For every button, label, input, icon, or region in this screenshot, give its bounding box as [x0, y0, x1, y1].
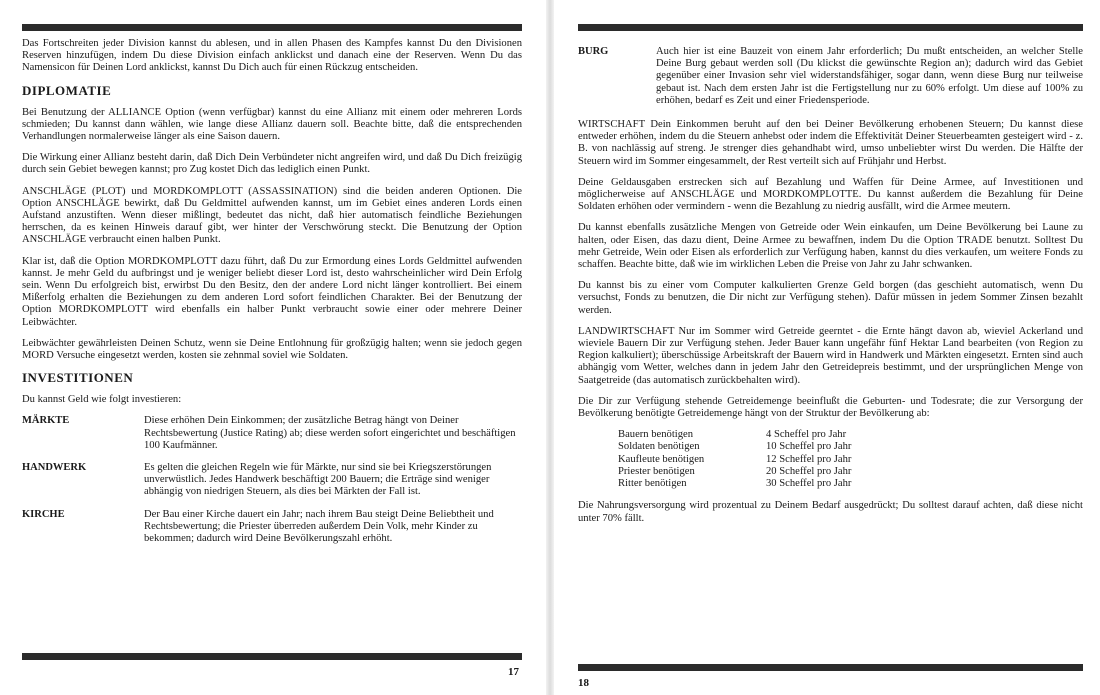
- table-cell: 10 Scheffel pro Jahr: [766, 441, 852, 453]
- paragraph: Du kannst bis zu einer vom Computer kalkulierten Grenze Geld borgen (das geschieht automatisch, wenn Du versuchst, Fonds zu benutzen, die Dir nicht zur Verfügung stehen). Dafür müssen in jedem Sommer Zinsen bezahlt werden.: [578, 280, 1083, 316]
- page-number: 18: [578, 677, 589, 689]
- definition-term: MÄRKTE: [22, 415, 70, 427]
- paragraph: Klar ist, daß die Option MORDKOMPLOTT dazu führt, daß Du zur Ermordung eines Lords Geldmittel aufwenden kannst. Je mehr Geld du aufbringst und je weniger beliebt dieser Lord ist, desto wahrscheinlicher wird Dein Erfolg sein. Wenn Du erfolgreich bist, erwirbst Du den Besitz, den der andere Lord nicht länger kontrolliert. Bei einem Mißerfolg erhalten die Beziehungen zu dem anderen Lord sofort feindlichen Charakter. Bei der Benutzung der Option MORDKOMPLOTT wird ebenfalls ein halber Punkt verbraucht sowie einer oder mehrere Deiner Leibwächter.: [22, 255, 522, 328]
- top-rule: [578, 24, 1083, 31]
- intro-paragraph: Das Fortschreiten jeder Division kannst du ablesen, und in allen Phasen des Kampfes kannst Du den Divisionen Reserven hinzufügen, indem Du diese Division einfach anklickst und danach eine der Reserven. Wenn Du das Namensicon für Deinen Lord anklickst, kannst Du Dich auch für einen Rückzug entscheiden.: [22, 38, 522, 74]
- definition-term: HANDWERK: [22, 462, 87, 474]
- page-number: 17: [508, 666, 519, 678]
- table-row: [618, 429, 851, 441]
- paragraph: Leibwächter gewährleisten Deinen Schutz, wenn sie Deine Entlohnung für großzügig halten; wenn sie jedoch gegen MORD Versuche eingesetzt werden, kosten sie zehnmal soviel wie Soldaten.: [22, 337, 522, 362]
- paragraph: Du kannst Geld wie folgt investieren:: [22, 394, 182, 406]
- table-cell: Bauern benötigen: [618, 429, 694, 441]
- definition-item: [22, 509, 522, 546]
- top-rule: [22, 24, 522, 31]
- right-page: [550, 0, 1100, 695]
- definition-term: BURG: [578, 46, 609, 57]
- definition-text: Der Bau einer Kirche dauert ein Jahr; nach ihrem Bau steigt Deine Beliebtheit und Rechtsbewertung; die Priester überreden außerdem Dein Volk, mehr Kinder zu bekommen; dadurch wird Deine Bevölkerungszahl erhöht.: [144, 508, 494, 545]
- paragraph: WIRTSCHAFT Dein Einkommen beruht auf den bei Deiner Bevölkerung erhobenen Steuern; Du kannst diese entweder erhöhen, indem du die Steuern anhebst oder indem die Effektivität Deiner Steuerbeamten gesteigert wird - z. B. von nachlässig auf streng. Je strenger dies gehandhabt wird, umso unbeliebter wirst Du werden. Die Hälfte der Steuern wird im Sommer eingesammelt, der Rest verteilt sich auf Frühjahr und Herbst.: [578, 119, 1083, 167]
- table-row: [618, 454, 851, 466]
- table-cell: 12 Scheffel pro Jahr: [766, 453, 852, 465]
- table-cell: Soldaten benötigen: [618, 441, 700, 453]
- paragraph: Die Nahrungsversorgung wird prozentual zu Deinem Bedarf ausgedrückt; Du solltest darauf achten, daß diese nicht unter 70% fällt.: [578, 500, 1083, 524]
- definition-term: KIRCHE: [22, 508, 65, 520]
- definition-text: Es gelten die gleichen Regeln wie für Märkte, nur sind sie bei Kriegszerstörungen unverwüstlich. Jedes Handwerk beschäftigt 200 Bauern; die Erträge sind weniger abhängig von niedrigen Steuern, als dies bei Märkten der Fall ist.: [144, 462, 492, 498]
- table-cell: 4 Scheffel pro Jahr: [766, 429, 847, 441]
- table-cell: Priester benötigen: [618, 465, 695, 477]
- heading-investitionen: INVESTITIONEN: [22, 370, 134, 386]
- table-row: [618, 466, 851, 478]
- table-cell: 30 Scheffel pro Jahr: [766, 478, 852, 490]
- paragraph: Die Dir zur Verfügung stehende Getreidemenge beeinflußt die Geburten- und Todesrate; die zur Versorgung der Bevölkerung benötigte Getreidemenge hängt von der Struktur der Bevölkerung ab:: [578, 395, 1083, 420]
- definition-item: [22, 415, 522, 452]
- grain-needs-table: [618, 429, 851, 490]
- paragraph: ANSCHLÄGE (PLOT) und MORDKOMPLOTT (ASSASSINATION) sind die beiden anderen Optionen. Die Option ANSCHLÄGE bewirkt, daß Du Geldmittel aufwenden kannst, um im Gebiet eines anderen Lords einen Aufstand anzustiften. Wenn dieser mißlingt, bedeutet das nicht, daß hier automatisch feindliche Beziehungen herrschen, da es keinen Hinweis darauf gibt, wer hinter der Verschwörung steckt. Die Benutzung der Option ANSCHLÄGE verbraucht einen halben Punkt.: [22, 185, 522, 246]
- investment-list: [22, 415, 522, 545]
- bottom-rule: [578, 664, 1083, 671]
- table-cell: Kaufleute benötigen: [618, 453, 705, 465]
- definition-text: Diese erhöhen Dein Einkommen; der zusätzliche Betrag hängt von Deiner Rechtsbewertung (Justice Rating) ab; diese werden sofort eingerichtet und beschäftigen 100 Kaufmänner.: [144, 415, 516, 451]
- table-cell: Ritter benötigen: [618, 478, 687, 490]
- definition-item: [22, 462, 522, 499]
- left-page-content: [22, 38, 522, 555]
- paragraph: Die Wirkung einer Allianz besteht darin, daß Dich Dein Verbündeter nicht angreifen wird, und daß Du Dich freizügig durch sein Gebiet bewegen kannst; pro Zug kostet Dich das lediglich einen Punkt.: [22, 152, 522, 176]
- bottom-rule: [22, 653, 522, 660]
- table-row: [618, 441, 851, 453]
- paragraph: Deine Geldausgaben erstrecken sich auf Bezahlung und Waffen für Deine Armee, auf Investitionen und möglicherweise auf ANSCHLÄGE und MORDKOMPLOTTE. Du kannst außerdem die Bezahlung für Deine Soldaten erhöhen oder vermindern - wenn die Bezahlung zu niedrig ausfällt, wird die Armee meutern.: [578, 176, 1083, 213]
- paragraph: LANDWIRTSCHAFT Nur im Sommer wird Getreide geerntet - die Ernte hängt davon ab, wieviel Ackerland und wieviele Bauern Dir zur Verfügung stehen. Jeder Bauer kann ungefähr fünf Hektar Land bearbeiten (von Region zu Region kalkuliert); überschüssige Arbeitskraft der Bauern wird in Handwerk und Märkten eingesetzt. Ernten sind auch abhängig vom Wetter, welches dann in jedem Jahr den Getreidepreis bestimmt, und der ursprünglichen Menge von Saatgetreide (das automatisch zurückbehalten wird).: [578, 325, 1083, 386]
- definition-item: [578, 46, 1083, 107]
- heading-diplomatie: DIPLOMATIE: [22, 82, 112, 98]
- paragraph: Du kannst ebenfalls zusätzliche Mengen von Getreide oder Wein einkaufen, um Deine Bevölkerung bei Laune zu halten, oder Eisen, das dazu dient, Deine Armee zu bewaffnen, indem Du die Option TRADE benutzt. Solltest Du mehr Getreide, Wein oder Eisen als erforderlich zur Verfügung haben, kannst du dies verkaufen, um weitere Fonds zu schaffen. Beachte bitte, daß wie im wirklichen Leben die Preise von Jahr zu Jahr schwanken.: [578, 222, 1083, 271]
- right-page-content: [578, 46, 1083, 534]
- table-cell: 20 Scheffel pro Jahr: [766, 465, 852, 477]
- definition-text: Auch hier ist eine Bauzeit von einem Jahr erforderlich; Du mußt entscheiden, an welcher Stelle Deine Burg gebaut werden soll (Du klickst die gewünschte Region an); dadurch wird das Gebiet gegenüber einer Invasion sehr viel widerstandsfähiger, sogar dann, wenn diese Burg nur teilweise gebaut ist. Nach dem ersten Jahr ist die Fertigstellung nur zu 60% erfolgt. Um diese auf 100% zu erhöhen, bedarf es Zeit und einer Friedensperiode.: [656, 46, 1083, 106]
- paragraph: Bei Benutzung der ALLIANCE Option (wenn verfügbar) kannst du eine Allianz mit einem oder mehreren Lords schmieden; Du kannst dann wählen, wie lange diese Allianz dauern soll. Beachte bitte, daß die entsprechenden Verhandlungen normalerweise länger als eine Saison dauern.: [22, 106, 522, 143]
- table-row: [618, 478, 851, 490]
